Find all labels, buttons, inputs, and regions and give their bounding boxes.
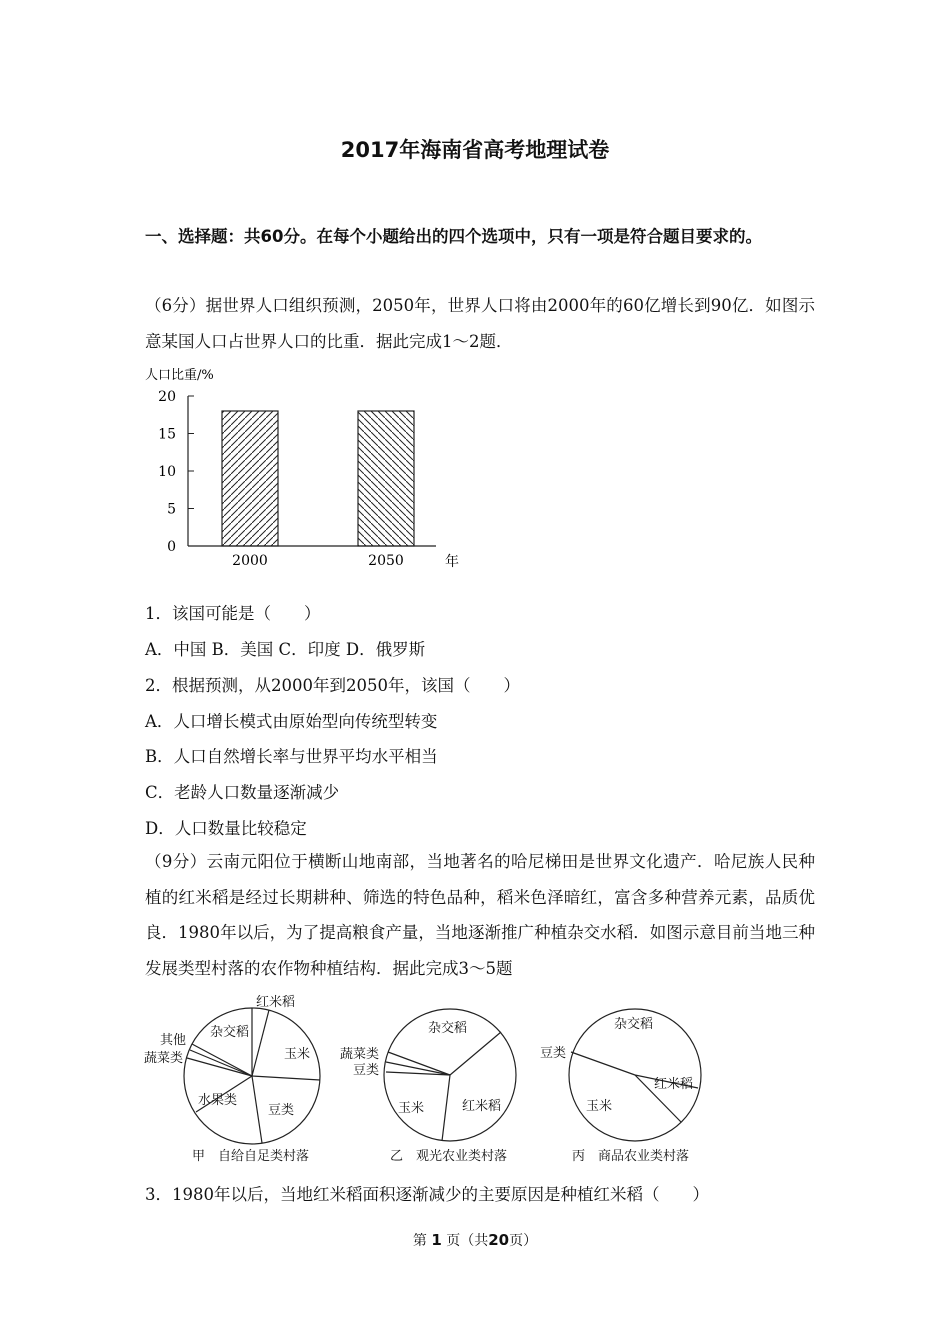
pie-bing-label-hybrid-rice: 杂交稻 <box>614 1017 654 1032</box>
bar-2050 <box>358 411 414 546</box>
pie-yi-caption: 乙 观光农业类村落 <box>390 1149 508 1164</box>
pie-yi-label-hybrid-rice: 杂交稻 <box>428 1021 468 1036</box>
intro-paragraph-1: （6分）据世界人口组织预测，2050年，世界人口将由2000年的60亿增长到90亿．如图示意某国人口占世界人口的比重．据此完成1～2题． <box>145 296 815 351</box>
page-title: 2017年海南省高考地理试卷 <box>340 138 610 162</box>
pie-jia-label-fruit: 水果类 <box>198 1093 238 1108</box>
pie-bing-label-beans: 豆类 <box>540 1046 567 1061</box>
page-footer <box>0 1230 950 1250</box>
pie-jia-label-red-rice: 红米稻 <box>256 995 296 1010</box>
x-tick-label-2000: 2000 <box>232 553 268 569</box>
question-2: 2．根据预测，从2000年到2050年，该国（ ） <box>145 676 520 695</box>
crop-structure-pie-charts <box>140 992 720 1172</box>
question-2-option-d: D．人口数量比较稳定 <box>145 819 307 838</box>
pie-jia-label-vegetables: 蔬菜类 <box>144 1051 184 1066</box>
pie-bing-label-red-rice: 红米稻 <box>654 1077 694 1092</box>
footer-suffix: 页） <box>509 1233 538 1249</box>
question-2-option-c: C．老龄人口数量逐渐减少 <box>145 783 340 802</box>
pie-jia-caption: 甲 自给自足类村落 <box>192 1149 310 1164</box>
y-tick-label-15: 15 <box>158 426 176 443</box>
footer-page-number: 1 <box>431 1231 442 1249</box>
question-2-option-a: A．人口增长模式由原始型向传统型转变 <box>145 712 438 731</box>
pie-yi-label-red-rice: 红米稻 <box>462 1099 502 1114</box>
pie-bing-caption: 丙 商品农业类村落 <box>572 1149 690 1164</box>
y-tick-label-0: 0 <box>167 539 176 555</box>
pie-yi-label-corn: 玉米 <box>398 1101 425 1116</box>
pie-chart-jia <box>184 1008 320 1144</box>
y-tick-label-10: 10 <box>158 464 176 480</box>
question-1-options: A．中国 B．美国 C．印度 D．俄罗斯 <box>145 640 426 659</box>
pie-yi-label-vegetables: 蔬菜类 <box>340 1047 380 1062</box>
pie-bing-label-corn: 玉米 <box>586 1099 613 1114</box>
y-axis-label: 人口比重/% <box>145 368 214 383</box>
y-tick-label-20: 20 <box>158 389 176 405</box>
x-axis-label: 年 <box>445 554 459 570</box>
question-3: 3．1980年以后，当地红米稻面积逐渐减少的主要原因是种植红米稻（ ） <box>145 1185 709 1204</box>
footer-prefix: 第 <box>412 1233 427 1249</box>
section-heading: 一、选择题：共60分。在每个小题给出的四个选项中，只有一项是符合题目要求的。 <box>145 227 762 246</box>
question-2-option-b: B．人口自然增长率与世界平均水平相当 <box>145 747 438 766</box>
bar-2000 <box>222 411 278 546</box>
footer-middle: 页（共 <box>446 1233 489 1249</box>
pie-yi-label-beans: 豆类 <box>353 1063 380 1078</box>
pie-jia-label-other: 其他 <box>160 1033 187 1048</box>
y-tick-label-5: 5 <box>167 501 176 518</box>
pie-jia-label-hybrid-rice: 杂交稻 <box>210 1025 250 1040</box>
pie-jia-label-corn: 玉米 <box>284 1047 311 1062</box>
pie-jia-label-beans: 豆类 <box>268 1103 295 1118</box>
intro-paragraph-2: （9分）云南元阳位于横断山地南部，当地著名的哈尼梯田是世界文化遗产．哈尼族人民种植的红米稻是经过长期耕种、筛选的特色品种，稻米色泽暗红，富含多种营养元素，品质优良．1980年以后，为了提高粮食产量，当地逐渐推广种植杂交水稻．如图示意目前当地三种发展类型村落的农作物种植结构．据此完成3～5题 <box>145 852 815 978</box>
question-1: 1．该国可能是（ ） <box>145 604 321 623</box>
footer-total-pages: 20 <box>488 1231 510 1249</box>
x-tick-label-2050: 2050 <box>368 553 404 569</box>
population-bar-chart <box>140 362 480 577</box>
